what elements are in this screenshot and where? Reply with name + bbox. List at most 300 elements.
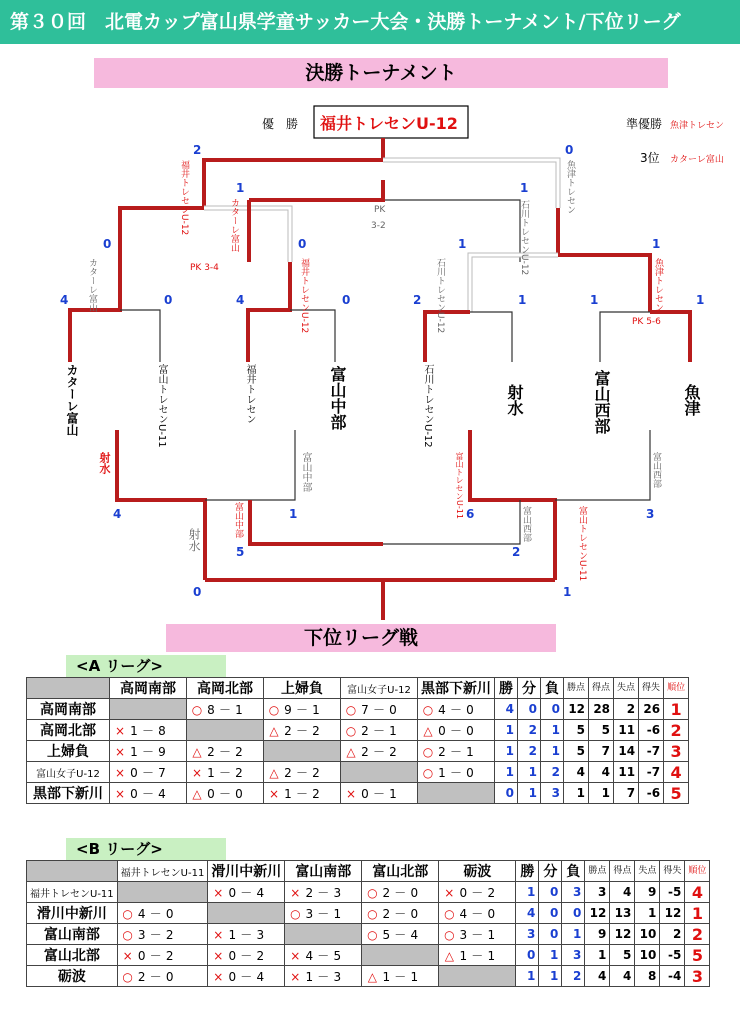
lower-league-title: 下位リーグ戦 — [166, 624, 556, 652]
match-result — [208, 924, 285, 945]
dash: － — [240, 927, 253, 942]
dash: － — [240, 885, 253, 900]
goals-for: 0 — [228, 969, 237, 984]
stat-header: 分 — [518, 678, 541, 699]
goals-against: 0 — [466, 702, 474, 717]
league-header-row — [27, 678, 689, 699]
goals-for: 8 — [207, 702, 215, 717]
r1-score-8: 1 — [696, 293, 705, 307]
stat-cell: 28 — [589, 699, 614, 720]
result-mark: ○ — [422, 702, 434, 717]
goals-against: 3 — [333, 885, 342, 900]
stat-header: 勝 — [516, 861, 539, 882]
goals-against: 1 — [389, 723, 397, 738]
sf-left-score-a: 0 — [103, 237, 112, 251]
stat-cell: 1 — [539, 945, 562, 966]
match-result — [341, 741, 418, 762]
r1-score-4: 0 — [342, 293, 351, 307]
match-result — [439, 903, 516, 924]
label-sfl: カターレ富山 — [229, 198, 239, 252]
result-mark: △ — [423, 723, 433, 738]
stat-cell: 2 — [562, 966, 585, 987]
label-cq3: 富山トレセンU-11 — [455, 452, 464, 519]
label-cs3: 富山トレセンU-11 — [577, 506, 587, 582]
goals-against: 4 — [158, 786, 166, 801]
column-team-header: 福井トレセンU-11 — [117, 861, 208, 882]
dash: － — [240, 948, 253, 963]
result-mark: △ — [269, 723, 279, 738]
table-row — [27, 762, 689, 783]
goals-against: 2 — [312, 723, 320, 738]
stat-cell: 4 — [495, 699, 518, 720]
dash: － — [317, 885, 330, 900]
column-team-header: 富山北部 — [362, 861, 439, 882]
table-row — [27, 699, 689, 720]
result-mark: × — [345, 786, 357, 801]
stat-cell: 1 — [564, 783, 589, 804]
result-mark: ○ — [422, 765, 434, 780]
column-team-header: 上婦負 — [264, 678, 341, 699]
cons-sf-score-2: 2 — [512, 545, 521, 559]
label-cs2: 富山中部 — [233, 502, 243, 538]
leaf-team-2: 富山トレセンU-11 — [156, 364, 167, 448]
dash: － — [394, 885, 407, 900]
pk-right: PK 5-6 — [632, 317, 661, 327]
dash: － — [218, 765, 231, 780]
league-b-label: <B リーグ> — [66, 838, 226, 860]
final-score-right: 0 — [565, 143, 574, 157]
stat-cell: -5 — [660, 945, 685, 966]
match-result — [362, 966, 439, 987]
stat-cell: 1 — [516, 882, 539, 903]
goals-against: 2 — [312, 786, 320, 801]
result-mark: × — [213, 948, 224, 963]
leaf-team-3: 福井トレセン — [244, 364, 255, 424]
stat-cell: 10 — [635, 945, 660, 966]
league-a-table — [26, 677, 689, 804]
goals-for: 0 — [130, 786, 138, 801]
goals-for: 4 — [438, 702, 446, 717]
stat-cell: 1 — [562, 924, 585, 945]
champion-label: 優 勝 — [262, 117, 299, 131]
match-result — [264, 720, 341, 741]
match-result — [110, 783, 187, 804]
match-result — [110, 720, 187, 741]
stat-cell: 2 — [614, 699, 639, 720]
dash: － — [372, 723, 385, 738]
sf-left-score-b: 0 — [298, 237, 307, 251]
final-score-left: 2 — [193, 143, 202, 157]
dash: － — [149, 969, 162, 984]
stat-cell: 10 — [635, 924, 660, 945]
table-row — [27, 720, 689, 741]
label-cq1: 射水 — [98, 452, 111, 474]
goals-against: 0 — [466, 765, 474, 780]
table-row — [27, 945, 710, 966]
result-mark: ○ — [367, 906, 378, 921]
stat-header: 得点 — [589, 678, 614, 699]
stat-header: 順位 — [664, 678, 689, 699]
result-mark: ○ — [191, 702, 203, 717]
stat-cell: -4 — [660, 966, 685, 987]
stat-cell: 3 — [585, 882, 610, 903]
stat-cell: 3 — [685, 966, 710, 987]
third-name: カターレ富山 — [670, 155, 724, 165]
match-result — [341, 720, 418, 741]
goals-against: 0 — [410, 906, 419, 921]
label-r2r: 魚津トレセン — [565, 160, 575, 214]
stat-cell: 4 — [516, 903, 539, 924]
stat-header: 勝点 — [585, 861, 610, 882]
label-cs4: 富山西部 — [521, 506, 531, 542]
table-row — [27, 924, 710, 945]
match-result — [264, 762, 341, 783]
dash: － — [317, 906, 330, 921]
goals-for: 2 — [207, 744, 215, 759]
cons-score-2: 1 — [289, 507, 298, 521]
dash: － — [471, 885, 484, 900]
goals-against: 2 — [312, 765, 320, 780]
table-row — [27, 783, 689, 804]
goals-for: 3 — [137, 927, 146, 942]
dash: － — [141, 723, 154, 738]
goals-for: 1 — [459, 948, 468, 963]
goals-for: 5 — [382, 927, 391, 942]
leaf-team-5: 石川トレセンU-12 — [422, 364, 433, 448]
stat-cell: 0 — [539, 903, 562, 924]
league-header-row — [27, 861, 710, 882]
goals-against: 2 — [235, 744, 243, 759]
stat-cell: 4 — [664, 762, 689, 783]
dash: － — [141, 765, 154, 780]
goals-for: 2 — [382, 906, 391, 921]
result-mark: × — [213, 885, 224, 900]
result-mark: ○ — [345, 723, 357, 738]
pk-top-score: 3-2 — [371, 221, 386, 231]
stat-header: 順位 — [685, 861, 710, 882]
dash: － — [149, 948, 162, 963]
stat-cell: -6 — [639, 720, 664, 741]
column-team-header: 高岡北部 — [187, 678, 264, 699]
dash: － — [449, 723, 462, 738]
stat-cell: 1 — [541, 741, 564, 762]
goals-for: 2 — [382, 885, 391, 900]
league-a-label: <A リーグ> — [66, 655, 226, 677]
goals-against: 4 — [256, 885, 265, 900]
stat-cell: 9 — [635, 882, 660, 903]
match-result — [362, 882, 439, 903]
stat-header: 負 — [541, 678, 564, 699]
stat-cell: 0 — [539, 882, 562, 903]
dash: － — [218, 702, 231, 717]
dash: － — [295, 702, 308, 717]
champion-name: 福井トレセンU-12 — [320, 114, 458, 133]
goals-against: 4 — [410, 927, 419, 942]
dash: － — [317, 948, 330, 963]
match-result — [285, 945, 362, 966]
stat-cell: -7 — [639, 741, 664, 762]
dash: － — [141, 744, 154, 759]
result-mark: × — [114, 765, 126, 780]
dash: － — [449, 702, 462, 717]
stat-cell: 2 — [685, 924, 710, 945]
goals-against: 7 — [158, 765, 166, 780]
label-sfr: 石川トレセンU-12 — [519, 200, 529, 276]
self-match-cell — [362, 945, 439, 966]
stat-cell: 2 — [541, 762, 564, 783]
self-match-cell — [110, 699, 187, 720]
dash: － — [218, 786, 231, 801]
stat-cell: 12 — [585, 903, 610, 924]
match-result — [285, 882, 362, 903]
goals-against: 0 — [410, 885, 419, 900]
stat-cell: 1 — [495, 720, 518, 741]
goals-against: 8 — [158, 723, 166, 738]
sf-inner-left-score: 1 — [236, 181, 245, 195]
result-mark: × — [290, 969, 301, 984]
stat-cell: 14 — [614, 741, 639, 762]
runner-up-label: 準優勝 — [626, 117, 663, 131]
dash: － — [471, 927, 484, 942]
corner-cell — [27, 861, 118, 882]
goals-for: 2 — [361, 723, 369, 738]
self-match-cell — [117, 882, 208, 903]
stat-cell: 7 — [589, 741, 614, 762]
stat-cell: 5 — [564, 720, 589, 741]
stat-cell: 5 — [589, 720, 614, 741]
dash: － — [149, 906, 162, 921]
dash: － — [449, 765, 462, 780]
third-label: 3位 — [640, 151, 660, 165]
match-result — [341, 699, 418, 720]
row-team-name: 高岡北部 — [27, 720, 110, 741]
goals-against: 0 — [487, 906, 496, 921]
match-result — [117, 945, 208, 966]
goals-against: 1 — [235, 702, 243, 717]
self-match-cell — [285, 924, 362, 945]
cons-score-1: 4 — [113, 507, 122, 521]
goals-against: 3 — [256, 927, 265, 942]
goals-for: 1 — [305, 969, 314, 984]
result-mark: ○ — [122, 969, 133, 984]
stat-cell: 0 — [516, 945, 539, 966]
goals-for: 2 — [438, 744, 446, 759]
r1-score-5: 2 — [413, 293, 422, 307]
match-result — [362, 924, 439, 945]
result-mark: × — [114, 744, 126, 759]
goals-for: 0 — [228, 885, 237, 900]
stat-cell: 0 — [562, 903, 585, 924]
runner-up-name: 魚津トレセン — [670, 121, 725, 131]
column-team-header: 富山南部 — [285, 861, 362, 882]
stat-cell: 12 — [564, 699, 589, 720]
stat-header: 分 — [539, 861, 562, 882]
stat-cell: 2 — [664, 720, 689, 741]
r1-score-6: 1 — [518, 293, 527, 307]
row-team-name: 富山北部 — [27, 945, 118, 966]
goals-against: 0 — [235, 786, 243, 801]
self-match-cell — [187, 720, 264, 741]
result-mark: △ — [346, 744, 356, 759]
stat-cell: 0 — [495, 783, 518, 804]
stat-cell: 3 — [562, 945, 585, 966]
goals-against: 0 — [165, 969, 174, 984]
stat-cell: 12 — [660, 903, 685, 924]
goals-against: 4 — [256, 969, 265, 984]
goals-against: 1 — [487, 927, 496, 942]
table-row — [27, 882, 710, 903]
column-team-header: 砺波 — [439, 861, 516, 882]
dash: － — [141, 786, 154, 801]
goals-for: 1 — [228, 927, 237, 942]
row-team-name: 砺波 — [27, 966, 118, 987]
match-result — [208, 966, 285, 987]
dash: － — [372, 744, 385, 759]
goals-against: 2 — [389, 744, 397, 759]
goals-for: 9 — [284, 702, 292, 717]
result-mark: △ — [367, 969, 377, 984]
match-result — [187, 699, 264, 720]
stat-cell: 1 — [589, 783, 614, 804]
self-match-cell — [418, 783, 495, 804]
column-team-header: 黒部下新川 — [418, 678, 495, 699]
result-mark: ○ — [367, 885, 378, 900]
stat-cell: 1 — [664, 699, 689, 720]
goals-against: 2 — [487, 885, 496, 900]
goals-for: 4 — [305, 948, 314, 963]
goals-against: 0 — [466, 723, 474, 738]
match-result — [264, 699, 341, 720]
result-mark: ○ — [290, 906, 301, 921]
goals-against: 1 — [333, 906, 342, 921]
goals-for: 0 — [459, 885, 468, 900]
goals-for: 2 — [284, 765, 292, 780]
stat-cell: 3 — [562, 882, 585, 903]
result-mark: ○ — [345, 702, 357, 717]
dash: － — [317, 969, 330, 984]
stat-cell: 26 — [639, 699, 664, 720]
stat-cell: 1 — [495, 762, 518, 783]
row-team-name: 黒部下新川 — [27, 783, 110, 804]
result-mark: × — [213, 969, 224, 984]
goals-for: 0 — [361, 786, 369, 801]
stat-cell: 11 — [614, 720, 639, 741]
result-mark: ○ — [367, 927, 378, 942]
stat-header: 得失 — [639, 678, 664, 699]
goals-for: 1 — [284, 786, 292, 801]
row-team-name: 滑川中新川 — [27, 903, 118, 924]
stat-header: 勝 — [495, 678, 518, 699]
stat-cell: 1 — [685, 903, 710, 924]
goals-for: 3 — [305, 906, 314, 921]
goals-against: 1 — [312, 702, 320, 717]
goals-against: 2 — [165, 927, 174, 942]
table-row — [27, 966, 710, 987]
match-result — [117, 903, 208, 924]
dash: － — [149, 927, 162, 942]
result-mark: △ — [192, 786, 202, 801]
row-team-name: 福井トレセンU-11 — [27, 882, 118, 903]
dash: － — [471, 948, 484, 963]
stat-cell: 2 — [660, 924, 685, 945]
goals-against: 2 — [235, 765, 243, 780]
dash: － — [394, 969, 407, 984]
self-match-cell — [208, 903, 285, 924]
row-team-name: 上婦負 — [27, 741, 110, 762]
match-result — [285, 966, 362, 987]
tournament-bracket — [0, 100, 740, 670]
goals-for: 2 — [284, 723, 292, 738]
column-team-header: 高岡南部 — [110, 678, 187, 699]
goals-against: 2 — [165, 948, 174, 963]
stat-cell: 5 — [564, 741, 589, 762]
stat-cell: 3 — [664, 741, 689, 762]
stat-header: 失点 — [635, 861, 660, 882]
goals-against: 1 — [389, 786, 397, 801]
result-mark: × — [268, 786, 280, 801]
leaf-team-8: 魚津 — [682, 384, 701, 416]
goals-against: 1 — [410, 969, 419, 984]
goals-against: 3 — [333, 969, 342, 984]
goals-for: 1 — [438, 765, 446, 780]
stat-cell: 2 — [518, 720, 541, 741]
cons-final-score-1: 0 — [193, 585, 202, 599]
r1-score-3: 4 — [236, 293, 245, 307]
result-mark: ○ — [268, 702, 280, 717]
stat-cell: 4 — [585, 966, 610, 987]
self-match-cell — [264, 741, 341, 762]
goals-for: 0 — [228, 948, 237, 963]
result-mark: △ — [444, 948, 454, 963]
self-match-cell — [341, 762, 418, 783]
r1-score-7: 1 — [590, 293, 599, 307]
stat-cell: 3 — [516, 924, 539, 945]
stat-cell: 1 — [518, 783, 541, 804]
dash: － — [295, 723, 308, 738]
stat-cell: 12 — [610, 924, 635, 945]
match-result — [187, 783, 264, 804]
match-result — [117, 966, 208, 987]
goals-for: 2 — [305, 885, 314, 900]
table-row — [27, 903, 710, 924]
match-result — [117, 924, 208, 945]
leaf-team-1: カターレ富山 — [65, 364, 79, 436]
pk-top: PK — [374, 205, 386, 215]
result-mark: ○ — [122, 906, 133, 921]
goals-for: 4 — [137, 906, 146, 921]
goals-against: 0 — [389, 702, 397, 717]
stat-header: 得失 — [660, 861, 685, 882]
stat-cell: 3 — [541, 783, 564, 804]
label-cq2: 富山中部 — [300, 452, 311, 492]
leaf-team-6: 射水 — [505, 384, 524, 416]
stat-cell: 0 — [539, 924, 562, 945]
dash: － — [372, 702, 385, 717]
cons-score-4: 3 — [646, 507, 655, 521]
final-tournament-title: 決勝トーナメント — [94, 58, 668, 88]
match-result — [187, 741, 264, 762]
stat-cell: 8 — [635, 966, 660, 987]
goals-for: 0 — [130, 765, 138, 780]
match-result — [362, 903, 439, 924]
stat-cell: 9 — [585, 924, 610, 945]
stat-cell: 5 — [685, 945, 710, 966]
stat-cell: -7 — [639, 762, 664, 783]
result-mark: ○ — [422, 744, 434, 759]
row-team-name: 富山南部 — [27, 924, 118, 945]
match-result — [285, 903, 362, 924]
label-sfl2: カターレ富山 — [87, 258, 97, 312]
